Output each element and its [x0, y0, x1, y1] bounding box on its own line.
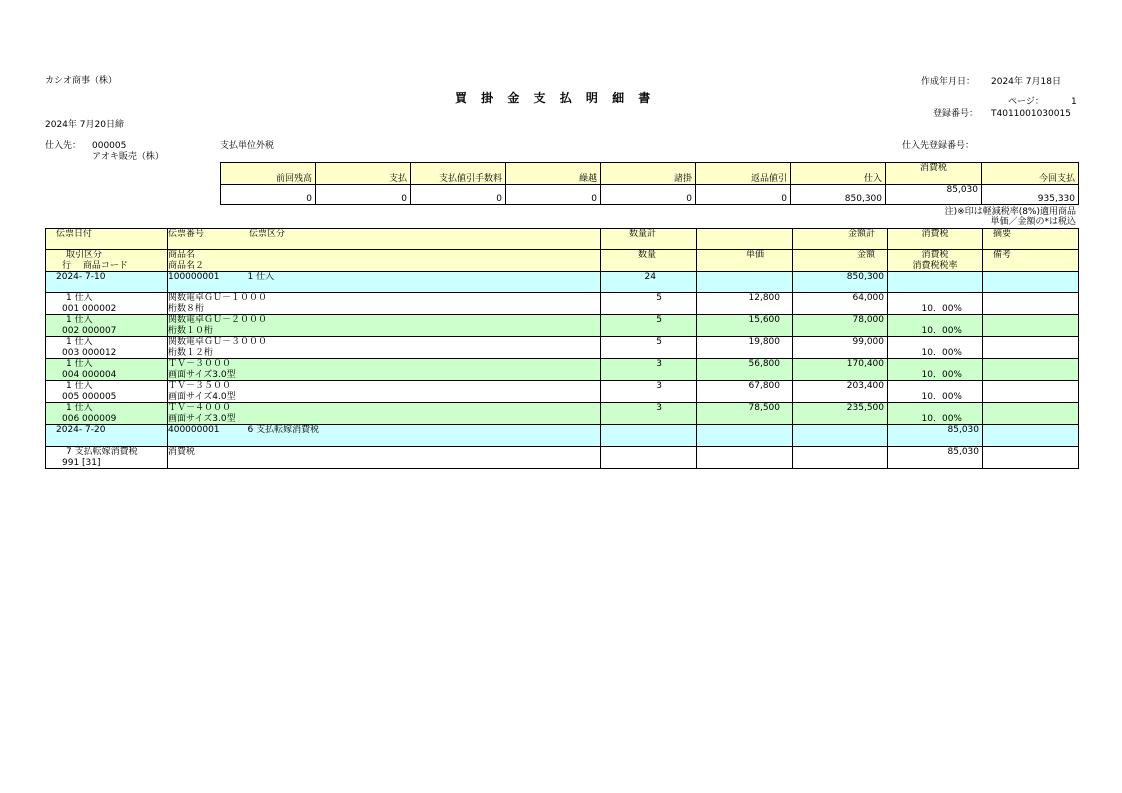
line-trade: 7 支払転嫁消費税 991 [31] [46, 447, 168, 469]
table-row [46, 293, 1079, 315]
line-code: 005 000005 [62, 391, 117, 402]
summary-value: 0 [506, 185, 601, 205]
line-item-name2: 画面サイズ3.0型 [168, 413, 236, 424]
line-tax-rate: 10．00% [888, 293, 983, 315]
tax-included-note: 単価／金額の*は税込 [990, 217, 1076, 227]
slip-number: 400000001 6 支払転嫁消費税 [168, 425, 601, 447]
summary-value: 0 [601, 185, 696, 205]
line-trade: 1 仕入 006 000009 [46, 403, 168, 425]
header-tax: 消費税 [888, 229, 983, 250]
line-item-name2: 桁数８桁 [168, 303, 205, 314]
line-code: 001 000002 [62, 303, 117, 314]
created-label: 作成年月日： [921, 77, 976, 87]
supplier-name: アオキ販売（株） [92, 152, 164, 162]
slip-amount: 850,300 [793, 272, 888, 293]
line-qty: 3 [601, 381, 697, 403]
slip-qty: 24 [601, 272, 697, 293]
line-qty [601, 447, 697, 469]
page-label: ページ： [1008, 97, 1044, 107]
page-number: 1 [1071, 97, 1077, 107]
line-tax-rate: 10．00% [888, 337, 983, 359]
created-date: 2024年 7月18日 [991, 77, 1061, 87]
summary-header: 支払値引手数料 [411, 163, 506, 185]
line-qty: 3 [601, 403, 697, 425]
line-qty: 5 [601, 293, 697, 315]
summary-header: 今回支払 [982, 163, 1079, 185]
header-empty [697, 229, 793, 250]
slip-type: 6 支払転嫁消費税 [247, 425, 320, 435]
document-title: 買 掛 金 支 払 明 細 書 [455, 91, 656, 105]
slip-number: 100000001 1 仕入 [168, 272, 601, 293]
registration-label: 登録番号： [933, 109, 979, 119]
line-item-name: ＴＶ－３０００ 画面サイズ3.0型 [168, 359, 601, 381]
line-unit-price: 15,600 [697, 315, 793, 337]
header-summary: 摘要 [983, 229, 1079, 250]
summary-value: 0 [411, 185, 506, 205]
slip-empty [697, 425, 793, 447]
slip-date: 2024- 7-10 [46, 272, 168, 293]
summary-value: 850,300 [791, 185, 886, 205]
line-trade: 1 仕入 001 000002 [46, 293, 168, 315]
line-remarks [983, 337, 1079, 359]
summary-header: 支払 [316, 163, 411, 185]
table-row [46, 403, 1079, 425]
line-amount: 203,400 [793, 381, 888, 403]
header-line-code: 行 商品コード [62, 260, 128, 271]
closing-date: 2024年 7月20日締 [45, 120, 124, 130]
line-unit-price: 56,800 [697, 359, 793, 381]
line-tax: 85,030 [888, 447, 983, 469]
header-tax-rate: 消費税税率 [912, 260, 958, 271]
supplier-label: 仕入先： [45, 141, 82, 151]
supplier-code: 000005 [92, 141, 127, 151]
line-trade: 1 仕入 004 000004 [46, 359, 168, 381]
slip-tax [888, 272, 983, 293]
line-amount: 99,000 [793, 337, 888, 359]
slip-amount [793, 425, 888, 447]
table-row [46, 337, 1079, 359]
reduced-tax-note: 注)※印は軽減税率(8%)適用商品 [944, 207, 1076, 217]
line-code: 003 000012 [62, 347, 117, 358]
header-amount: 金額 [793, 250, 888, 272]
table-row [46, 381, 1079, 403]
header-tax2: 消費税 消費税税率 [888, 250, 983, 272]
line-code: 006 000009 [62, 413, 117, 424]
line-item-name: 関数電卓ＧＵ－２０００ 桁数１０桁 [168, 315, 601, 337]
line-code: 991 [31] [62, 457, 101, 468]
line-remarks [983, 403, 1079, 425]
header-trade-type: 取引区分 行 商品コード [46, 250, 168, 272]
line-item-name2: 画面サイズ3.0型 [168, 369, 236, 380]
header-slip-number: 伝票番号 伝票区分 [168, 229, 601, 250]
line-amount [793, 447, 888, 469]
line-item-name2: 画面サイズ4.0型 [168, 391, 236, 402]
line-trade: 1 仕入 002 000007 [46, 315, 168, 337]
line-tax-rate: 10．00% [888, 359, 983, 381]
header-unit-price: 単価 [697, 250, 793, 272]
line-amount: 78,000 [793, 315, 888, 337]
summary-header: 繰越 [506, 163, 601, 185]
registration-number: T4011001030015 [991, 109, 1071, 119]
summary-value: 0 [221, 185, 316, 205]
table-row [46, 359, 1079, 381]
company-name: カシオ商事（株） [45, 76, 118, 86]
line-unit-price: 78,500 [697, 403, 793, 425]
table-row [46, 315, 1079, 337]
line-item-name: ＴＶ－３５００ 画面サイズ4.0型 [168, 381, 601, 403]
line-item-name: ＴＶ－４０００ 画面サイズ3.0型 [168, 403, 601, 425]
summary-value: 85,030 [886, 185, 982, 205]
slip-row [46, 272, 1079, 293]
line-tax-rate: 10．00% [888, 381, 983, 403]
line-qty: 5 [601, 337, 697, 359]
summary-value: 935,330 [982, 185, 1079, 205]
line-item-name: 関数電卓ＧＵ－３０００ 桁数１２桁 [168, 337, 601, 359]
line-trade: 1 仕入 003 000012 [46, 337, 168, 359]
line-remarks [983, 447, 1079, 469]
line-amount: 170,400 [793, 359, 888, 381]
line-item-name: 消費税 [168, 447, 601, 469]
slip-date: 2024- 7-20 [46, 425, 168, 447]
detail-table [45, 228, 1079, 469]
header-slip-date: 伝票日付 [46, 229, 168, 250]
summary-header: 消費税 [886, 163, 982, 185]
summary-header: 前回残高 [221, 163, 316, 185]
line-qty: 3 [601, 359, 697, 381]
table-row [46, 447, 1079, 469]
summary-header: 諸掛 [601, 163, 696, 185]
summary-table [220, 162, 1079, 205]
header-slip-type: 伝票区分 [249, 229, 286, 239]
line-unit-price: 12,800 [697, 293, 793, 315]
line-code: 002 000007 [62, 325, 117, 336]
summary-value: 0 [316, 185, 411, 205]
line-code: 004 000004 [62, 369, 117, 380]
line-item-name2: 桁数１０桁 [168, 325, 214, 336]
slip-type: 1 仕入 [247, 272, 275, 282]
header-item-name2: 商品名２ [168, 260, 205, 271]
header-qty: 数量 [601, 250, 697, 272]
line-remarks [983, 293, 1079, 315]
line-remarks [983, 381, 1079, 403]
summary-header: 仕入 [791, 163, 886, 185]
tax-mode: 支払単位外税 [220, 141, 275, 151]
slip-row [46, 425, 1079, 447]
line-unit-price: 19,800 [697, 337, 793, 359]
summary-header: 返品値引 [696, 163, 791, 185]
slip-summary [983, 425, 1079, 447]
line-tax-rate: 10．00% [888, 403, 983, 425]
line-qty: 5 [601, 315, 697, 337]
line-remarks [983, 315, 1079, 337]
supplier-registration-label: 仕入先登録番号： [902, 141, 975, 151]
line-tax-rate: 10．00% [888, 315, 983, 337]
line-trade: 1 仕入 005 000005 [46, 381, 168, 403]
slip-tax: 85,030 [888, 425, 983, 447]
line-amount: 64,000 [793, 293, 888, 315]
line-amount: 235,500 [793, 403, 888, 425]
header-remarks: 備考 [983, 250, 1079, 272]
header-item-name: 商品名 商品名２ [168, 250, 601, 272]
slip-summary [983, 272, 1079, 293]
line-unit-price: 67,800 [697, 381, 793, 403]
summary-value: 0 [696, 185, 791, 205]
header-qty-total: 数量計 [601, 229, 697, 250]
line-unit-price [697, 447, 793, 469]
slip-empty [697, 272, 793, 293]
slip-qty [601, 425, 697, 447]
line-remarks [983, 359, 1079, 381]
header-amount-total: 金額計 [793, 229, 888, 250]
line-item-name: 関数電卓ＧＵ－１０００ 桁数８桁 [168, 293, 601, 315]
line-item-name2: 桁数１２桁 [168, 347, 214, 358]
